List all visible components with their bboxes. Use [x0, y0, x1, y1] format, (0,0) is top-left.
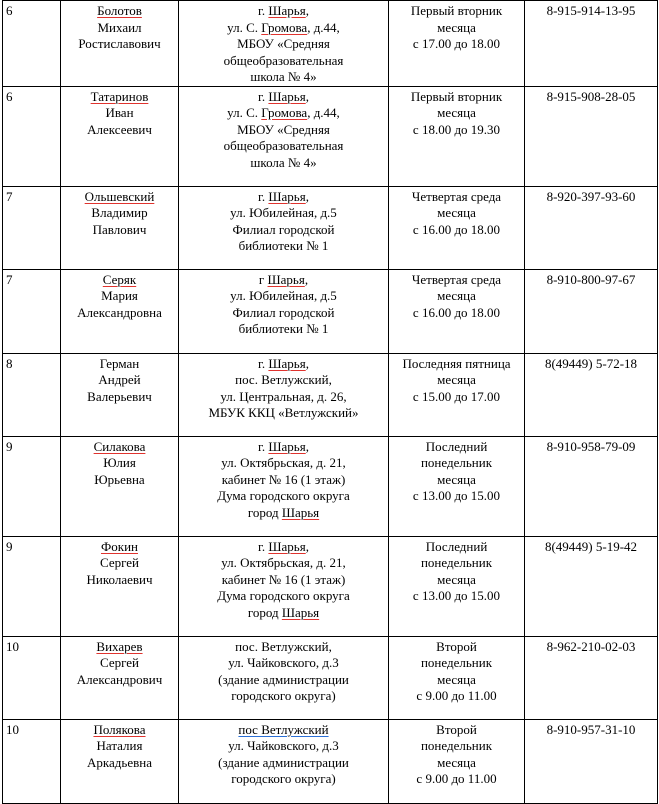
address-text: , [305, 3, 309, 18]
address-text: городского округа) [231, 688, 336, 703]
time-line: с 16.00 до 18.00 [412, 221, 501, 237]
reception-time [389, 1, 525, 87]
district-number: 6 [3, 86, 61, 186]
address-text: , [305, 88, 309, 104]
address-line [182, 672, 385, 689]
time-line: с 16.00 до 18.00 [412, 304, 501, 320]
phone-number: 8-910-800-97-67 [525, 269, 658, 353]
address-line [182, 605, 385, 622]
address-line [182, 205, 385, 222]
deputy-given-name: Николаевич [86, 571, 153, 587]
reception-time [389, 186, 525, 269]
address-text: пос Ветлужский [238, 721, 329, 737]
deputy-given-name: Юрьевна [94, 471, 145, 487]
table-row [3, 436, 658, 536]
time-line: месяца [437, 205, 476, 220]
address-text: общеобразовательная [223, 52, 344, 68]
district-number: 9 [3, 436, 61, 536]
time-line: Второй [436, 638, 477, 654]
address-text: городского округа) [231, 771, 336, 786]
address-text: библиотеки № 1 [238, 321, 329, 336]
time-line: месяца [437, 754, 476, 770]
reception-address [179, 269, 389, 353]
address-text: ул. Юбилейная, д.5 [230, 205, 337, 220]
address-line [182, 3, 385, 20]
deputy-given-name: Павлович [92, 221, 147, 237]
deputy-given-name: Юлия [103, 455, 136, 470]
table-row [3, 186, 658, 269]
address-line [182, 36, 385, 53]
district-number: 8 [3, 353, 61, 436]
address-text: г [258, 271, 268, 287]
address-text: пос. Ветлужский, [235, 638, 332, 654]
address-text: г. [258, 538, 269, 554]
deputy-name [61, 719, 179, 803]
address-line [182, 122, 385, 139]
deputy-surname: Герман [99, 355, 140, 371]
address-line [182, 405, 385, 422]
reception-time [389, 536, 525, 636]
time-line: Четвертая среда [411, 188, 502, 204]
address-line [182, 138, 385, 155]
deputy-given-name: Аркадьевна [87, 754, 152, 770]
district-number: 7 [3, 186, 61, 269]
time-line: понедельник [420, 655, 493, 670]
deputy-surname: Силакова [93, 438, 146, 454]
address-text: Шарья [281, 504, 320, 520]
deputy-surname: Серяк [102, 271, 137, 287]
time-line: с 13.00 до 15.00 [412, 488, 501, 503]
address-text: (здание администрации [218, 754, 349, 770]
time-line: месяца [437, 372, 476, 387]
address-line [182, 105, 385, 122]
deputy-surname: Вихарев [96, 638, 143, 654]
address-line [182, 639, 385, 656]
time-line: понедельник [420, 555, 493, 570]
address-text: ул. Юбилейная, д.5 [230, 288, 337, 303]
deputy-given-name: Иван [105, 105, 134, 120]
reception-time [389, 353, 525, 436]
deputy-given-name: Сергей [100, 655, 139, 670]
time-line: с 17.00 до 18.00 [412, 36, 501, 51]
deputy-given-name: Александровна [77, 304, 162, 320]
reception-address [179, 1, 389, 87]
reception-address [179, 536, 389, 636]
address-text: Шарья [281, 604, 320, 620]
time-line: с 13.00 до 15.00 [412, 588, 501, 603]
reception-schedule-table [2, 0, 658, 804]
address-text: Шарья [268, 188, 306, 204]
time-line: Второй [436, 721, 477, 737]
table-row [3, 1, 658, 87]
time-line: Четвертая среда [411, 271, 502, 287]
deputy-name [61, 86, 179, 186]
table-row [3, 353, 658, 436]
address-text: Шарья [268, 438, 306, 454]
deputy-name [61, 636, 179, 719]
address-line [182, 288, 385, 305]
address-line [182, 155, 385, 172]
reception-address [179, 719, 389, 803]
address-text: Шарья [268, 355, 306, 371]
deputy-surname: Татаринов [90, 88, 149, 104]
time-line: Последняя пятница [402, 355, 511, 371]
address-line [182, 755, 385, 772]
address-text: , д.44, [307, 19, 340, 35]
deputy-given-name: Владимир [91, 205, 148, 220]
phone-number: 8-910-958-79-09 [525, 436, 658, 536]
table-row [3, 269, 658, 353]
reception-address [179, 636, 389, 719]
address-text: ул. Октябрьская, д. 21, [221, 455, 346, 470]
phone-number: 8-910-957-31-10 [525, 719, 658, 803]
time-line: с 9.00 до 11.00 [416, 688, 497, 703]
reception-time [389, 436, 525, 536]
address-text: г. [258, 438, 269, 454]
address-line [182, 20, 385, 37]
deputy-given-name: Александрович [76, 671, 163, 687]
deputy-name [61, 436, 179, 536]
reception-time [389, 86, 525, 186]
address-text: ул. С. [227, 105, 262, 120]
table-row [3, 719, 658, 803]
address-text: , [305, 438, 309, 454]
address-line [182, 488, 385, 505]
time-line: с 18.00 до 19.30 [412, 121, 501, 137]
deputy-surname: Ольшевский [84, 188, 155, 204]
time-line: месяца [437, 288, 476, 303]
address-line [182, 722, 385, 739]
time-line: месяца [437, 671, 476, 687]
deputy-surname: Болотов [97, 3, 142, 18]
reception-time [389, 719, 525, 803]
time-line: с 9.00 до 11.00 [416, 771, 497, 786]
time-line: Первый вторник [410, 88, 503, 104]
time-line: месяца [437, 105, 476, 120]
address-text: Дума городского округа [217, 588, 350, 603]
time-line: месяца [437, 571, 476, 587]
address-text: ул. С. [227, 19, 262, 35]
address-text: МБУК ККЦ «Ветлужский» [208, 405, 359, 420]
deputy-given-name: Валерьевич [87, 388, 152, 404]
address-text: ул. Центральная, д. 26, [220, 388, 347, 404]
address-line [182, 222, 385, 239]
address-text: г. [258, 355, 269, 371]
table-body [3, 1, 658, 804]
address-text: , [305, 538, 309, 554]
address-text: школа № 4» [250, 154, 317, 170]
address-text: г. [258, 88, 269, 104]
deputy-surname: Полякова [93, 721, 146, 737]
table-row [3, 536, 658, 636]
table-row [3, 636, 658, 719]
address-line [182, 771, 385, 788]
address-line [182, 655, 385, 672]
phone-number: 8(49449) 5-72-18 [525, 353, 658, 436]
deputy-surname: Фокин [100, 538, 138, 554]
address-line [182, 505, 385, 522]
deputy-given-name: Михаил [97, 19, 142, 35]
address-line [182, 389, 385, 406]
reception-address [179, 353, 389, 436]
address-text: , д.44, [307, 105, 340, 120]
address-text: Филиал городской [232, 304, 335, 320]
address-line [182, 89, 385, 106]
deputy-name [61, 536, 179, 636]
time-line: Первый вторник [410, 3, 503, 18]
address-line [182, 372, 385, 389]
address-line [182, 69, 385, 86]
time-line: месяца [437, 19, 476, 35]
address-line [182, 555, 385, 572]
address-text: кабинет № 16 (1 этаж) [221, 471, 346, 487]
district-number: 10 [3, 636, 61, 719]
address-line [182, 356, 385, 373]
address-line [182, 572, 385, 589]
address-text: город [247, 504, 282, 520]
time-line: Последний [425, 538, 488, 554]
phone-number: 8-920-397-93-60 [525, 186, 658, 269]
phone-number: 8(49449) 5-19-42 [525, 536, 658, 636]
address-line [182, 189, 385, 206]
address-text: библиотеки № 1 [238, 238, 329, 253]
address-text: Филиал городской [232, 221, 335, 237]
reception-time [389, 269, 525, 353]
address-text: пос. Ветлужский, [235, 372, 332, 387]
deputy-name [61, 353, 179, 436]
district-number: 7 [3, 269, 61, 353]
district-number: 10 [3, 719, 61, 803]
address-text: , [305, 355, 309, 371]
time-line: понедельник [420, 738, 493, 753]
address-text: ул. Чайковского, д.3 [228, 738, 339, 753]
address-text: , [304, 271, 309, 287]
deputy-given-name: Мария [101, 288, 138, 303]
reception-address [179, 436, 389, 536]
address-text: , [305, 188, 309, 204]
time-line: с 15.00 до 17.00 [412, 388, 501, 404]
address-text: школа № 4» [250, 69, 317, 84]
deputy-given-name: Андрей [98, 372, 141, 387]
address-text: Шарья [267, 271, 305, 287]
address-text: ул. Октябрьская, д. 21, [221, 555, 346, 570]
address-line [182, 53, 385, 70]
address-text: Шарья [268, 538, 306, 554]
phone-number: 8-915-914-13-95 [525, 1, 658, 87]
reception-address [179, 186, 389, 269]
address-text: общеобразовательная [223, 138, 344, 153]
address-line [182, 539, 385, 556]
address-text: Шарья [268, 88, 306, 104]
address-text: кабинет № 16 (1 этаж) [221, 571, 346, 587]
table-row [3, 86, 658, 186]
deputy-name [61, 1, 179, 87]
phone-number: 8-915-908-28-05 [525, 86, 658, 186]
address-text: г. [258, 3, 269, 18]
address-line [182, 455, 385, 472]
address-line [182, 238, 385, 255]
deputy-given-name: Наталия [96, 738, 143, 753]
address-text: г. [258, 188, 269, 204]
address-line [182, 321, 385, 338]
address-text: МБОУ «Средняя [237, 36, 330, 51]
address-text: Громова [261, 19, 308, 35]
address-line [182, 738, 385, 755]
deputy-name [61, 186, 179, 269]
district-number: 9 [3, 536, 61, 636]
deputy-given-name: Ростиславович [78, 36, 161, 51]
address-line [182, 272, 385, 289]
district-number: 6 [3, 1, 61, 87]
phone-number: 8-962-210-02-03 [525, 636, 658, 719]
time-line: месяца [437, 471, 476, 487]
reception-time [389, 636, 525, 719]
address-line [182, 439, 385, 456]
address-text: ул. Чайковского, д.3 [228, 655, 339, 670]
time-line: Последний [425, 438, 488, 454]
address-text: (здание администрации [218, 671, 349, 687]
deputy-name [61, 269, 179, 353]
address-text: Громова [261, 105, 308, 120]
address-line [182, 688, 385, 705]
address-line [182, 472, 385, 489]
address-line [182, 305, 385, 322]
address-text: МБОУ «Средняя [237, 121, 330, 137]
time-line: понедельник [420, 455, 493, 470]
deputy-given-name: Алексеевич [87, 121, 152, 137]
address-line [182, 588, 385, 605]
deputy-given-name: Сергей [100, 555, 139, 570]
address-text: город [247, 604, 282, 620]
address-text: Дума городского округа [217, 488, 350, 503]
reception-address [179, 86, 389, 186]
address-text: Шарья [268, 3, 306, 18]
